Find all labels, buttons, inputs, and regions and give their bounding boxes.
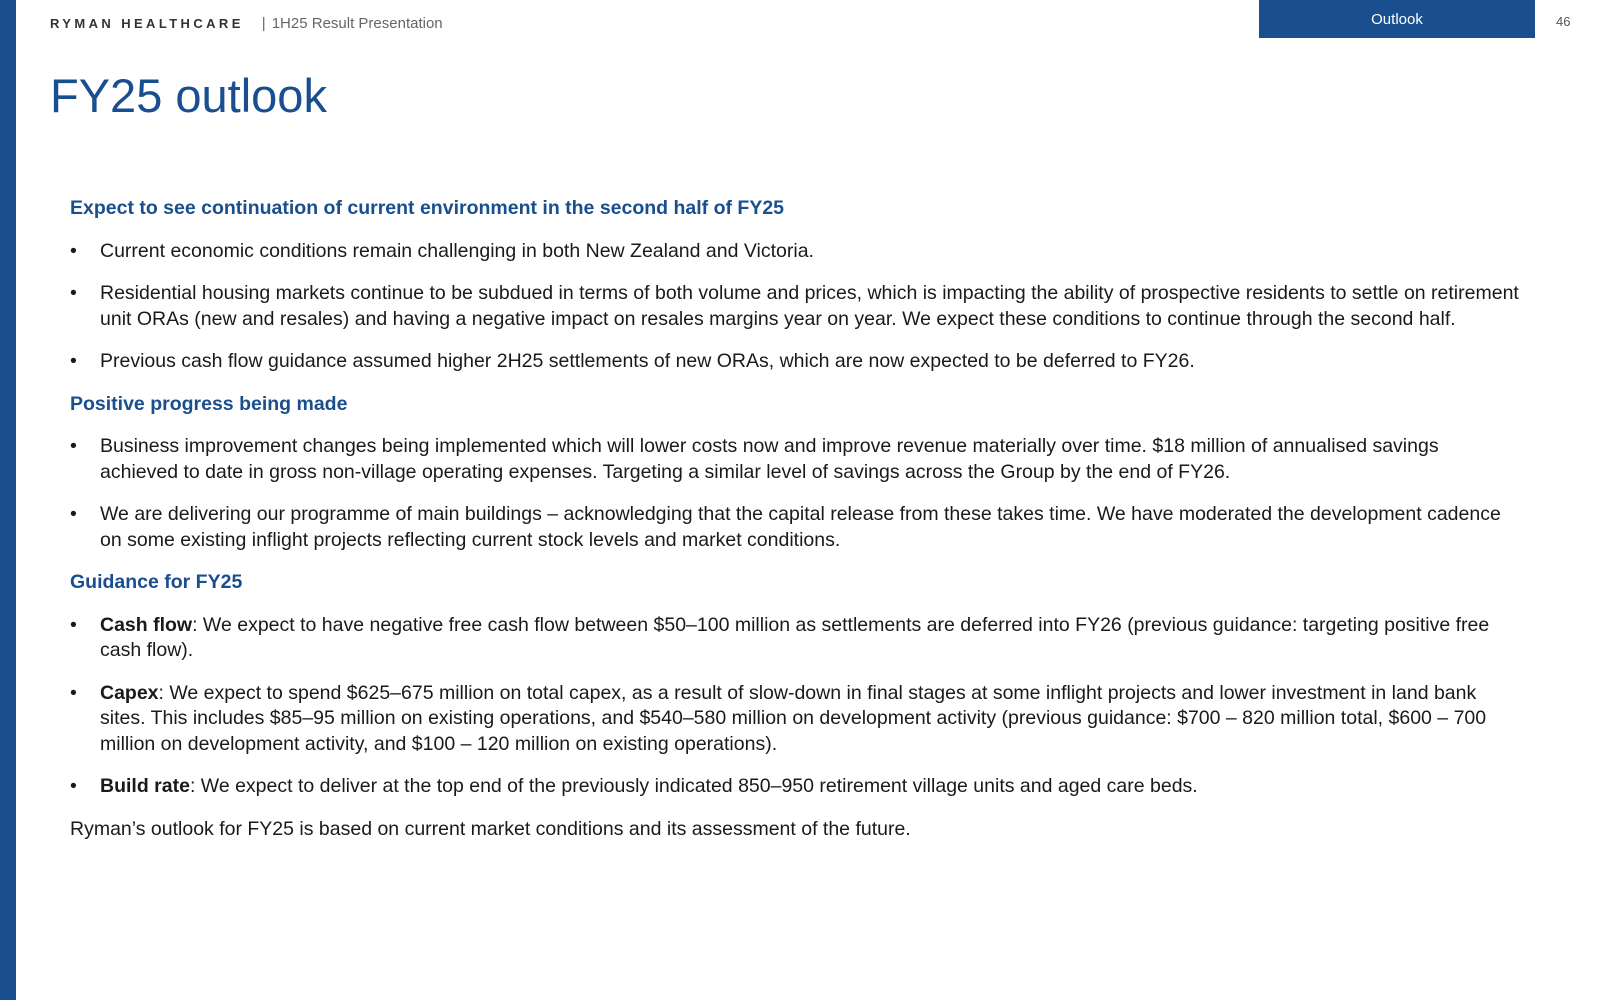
page-number: 46	[1556, 14, 1571, 29]
bullet-list	[70, 613, 1520, 800]
bullet-item	[70, 349, 1520, 375]
section-heading: Expect to see continuation of current environment in the second half of FY25	[70, 197, 785, 219]
bullet-text	[100, 240, 814, 262]
bullet-item	[70, 502, 1520, 553]
bullet-marker: •	[70, 239, 77, 262]
left-accent-bar	[0, 0, 16, 1000]
bullet-item	[70, 681, 1520, 758]
bullet-body: : We expect to spend $625–675 million on total capex, as a result of slow-down in final stages at some inflight projects and lower investment in land bank sites. This includes $85–95 million on existing operations, and $540–580 million on development activity (previous guidance: $700 – 820 million total, $600 – 700 million on development activity, and $100 – 120 million on existing operations).	[100, 681, 1487, 755]
bullet-body: Business improvement changes being implemented which will lower costs now and improve revenue materially over time. $18 million of annualised savings achieved to date in gross non-village operating expenses. Targeting a similar level of savings across the Group by the end of FY26.	[100, 435, 1439, 483]
bullet-text	[100, 614, 1489, 662]
bullet-marker: •	[70, 435, 77, 457]
bullet-marker: •	[70, 681, 77, 704]
bullet-marker: •	[70, 282, 77, 304]
bullet-body: Current economic conditions remain challenging in both New Zealand and Victoria.	[100, 239, 814, 262]
bullet-body: We are delivering our programme of main buildings – acknowledging that the capital release from these takes time. We have moderated the development cadence on some existing inflight projects reflecting current stock levels and market conditions.	[100, 503, 1501, 551]
bullet-text	[100, 682, 1486, 755]
section-heading: Guidance for FY25	[70, 571, 243, 593]
bullet-text	[100, 775, 1198, 797]
bullet-item	[70, 239, 1520, 265]
page-title: FY25 outlook	[50, 69, 327, 122]
brand-name: RYMAN HEALTHCARE	[50, 15, 244, 31]
section-tab-outlook: Outlook	[1259, 0, 1535, 38]
bullet-marker: •	[70, 613, 77, 636]
presentation-subtitle: 1H25 Result Presentation	[271, 14, 443, 32]
footer-note: Ryman’s outlook for FY25 is based on current market conditions and its assessment of the future.	[70, 817, 911, 840]
bullet-text	[100, 435, 1439, 483]
header	[50, 13, 443, 33]
bullet-list	[70, 434, 1520, 553]
bullet-item	[70, 774, 1520, 800]
header-separator: |	[261, 14, 266, 32]
content-body	[70, 196, 1520, 842]
bullet-label: Build rate	[100, 775, 190, 797]
bullet-text	[100, 350, 1195, 372]
bullet-list	[70, 239, 1520, 375]
bullet-label: Capex	[100, 681, 159, 704]
bullet-body: : We expect to have negative free cash flow between $50–100 million as settlements are deferred into FY26 (previous guidance: targeting positive free cash flow).	[100, 613, 1490, 661]
bullet-marker: •	[70, 775, 77, 797]
bullet-text	[100, 282, 1519, 330]
bullet-text	[100, 503, 1501, 551]
section-heading: Positive progress being made	[70, 392, 348, 415]
bullet-item	[70, 281, 1520, 332]
bullet-body: Previous cash flow guidance assumed higher 2H25 settlements of new ORAs, which are now expected to be deferred to FY26.	[100, 350, 1195, 372]
bullet-item	[70, 434, 1520, 485]
sections-container	[70, 196, 1520, 800]
bullet-item	[70, 613, 1520, 664]
bullet-body: : We expect to deliver at the top end of the previously indicated 850–950 retirement village units and aged care beds.	[189, 775, 1198, 797]
bullet-marker: •	[70, 503, 77, 525]
bullet-marker: •	[70, 350, 77, 372]
bullet-label: Cash flow	[100, 613, 193, 636]
bullet-body: Residential housing markets continue to be subdued in terms of both volume and prices, which is impacting the ability of prospective residents to settle on retirement unit ORAs (new and resales) and having a negative impact on resales margins year on year. We expect these conditions to continue through the second half.	[100, 282, 1519, 330]
